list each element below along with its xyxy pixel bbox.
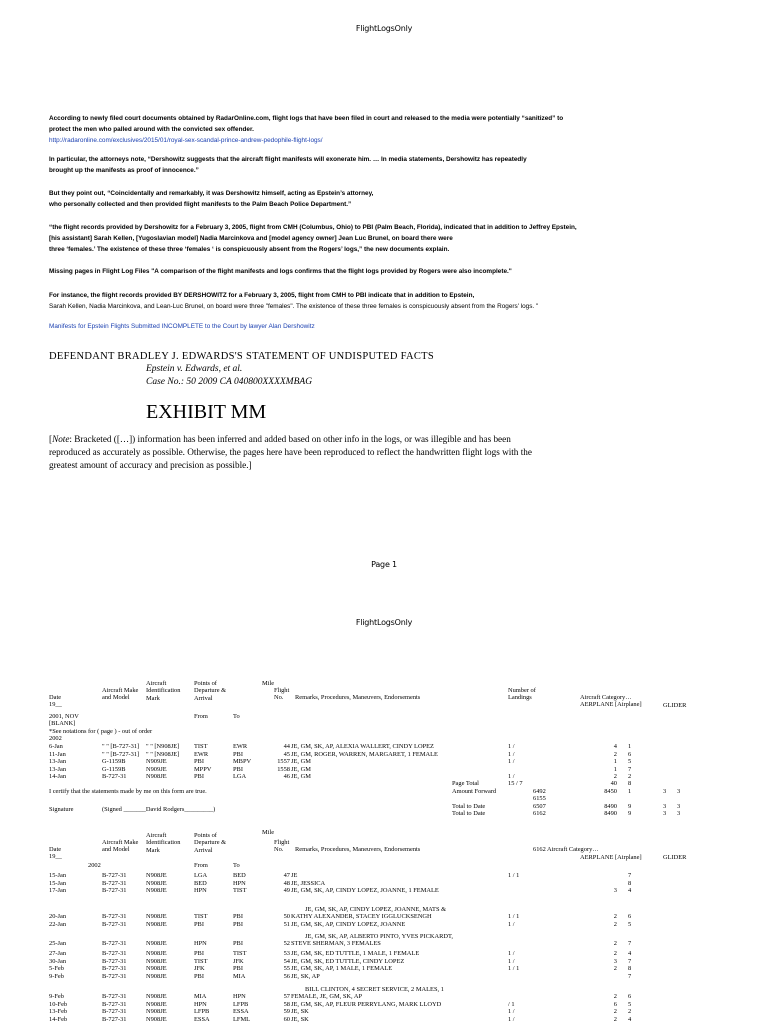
row-make: G-1159B — [102, 765, 126, 773]
row-flight-no: 56 — [283, 972, 290, 980]
intro-paragraph-5: Missing pages in Flight Log Files "A comparison of the flight manifests and logs confirms that the flight logs provided by Rogers were also incomplete." — [49, 268, 512, 275]
statement-title: DEFENDANT BRADLEY J. EDWARDS'S STATEMENT OF UNDISPUTED FACTS — [49, 351, 435, 362]
row-from: PBI — [194, 972, 204, 980]
row-make: B-727-31 — [102, 872, 127, 879]
row-ident: N908JE — [146, 950, 167, 957]
row-make: B-727-31 — [102, 887, 127, 894]
row-date: 15-Jan — [49, 872, 67, 879]
row-flight-no: 58 — [283, 1000, 290, 1008]
row-flight-no: 50 — [283, 913, 290, 920]
row-date: 30-Jan — [49, 957, 67, 965]
row-from: LGA — [194, 872, 208, 879]
totals-value-d: 3 — [663, 787, 667, 795]
manifests-link[interactable]: Manifests for Epstein Flights Submitted INCOMPLETE to the Court by lawyer Alan Dershowitz — [49, 323, 315, 330]
row-airplane-sub: 8 — [628, 965, 632, 972]
row-make: B-727-31 — [102, 950, 127, 957]
row-date: 25-Jan — [49, 940, 67, 947]
row-from: TIST — [194, 913, 208, 920]
row-date: 9-Feb — [49, 972, 64, 980]
col-category-sub-2: AERPLANE [Airplane] — [580, 854, 642, 861]
row-airplane-sub: 7 — [628, 765, 632, 773]
row-from: HPN — [194, 1000, 207, 1008]
row-ident: N908JE — [146, 1008, 167, 1015]
row-to: TIST — [233, 950, 247, 957]
row-airplane-sub: 7 — [628, 957, 632, 965]
row-flight-no: 49 — [283, 887, 290, 894]
col-remarks-header-2: Remarks, Procedures, Maneuvers, Endorsements — [295, 846, 421, 853]
row-landings: 1 / 1 — [508, 965, 520, 972]
row-ident: N908JE — [146, 887, 167, 894]
row-date: 13-Feb — [49, 1008, 68, 1015]
row-make: B-727-31 — [102, 921, 127, 928]
row-to: EWR — [233, 743, 248, 750]
row-airplane-sub: 7 — [628, 872, 632, 879]
row-make: B-727-31 — [102, 972, 127, 980]
row-airplane-sub: 5 — [628, 1000, 632, 1008]
row-ident: N909JE — [146, 765, 167, 773]
col-from-header-2: From — [194, 862, 208, 869]
row-make: B-727-31 — [102, 940, 127, 947]
col-make-header-2: Aircraft Make and Model — [102, 839, 139, 854]
row-landings: 1 / — [508, 950, 515, 957]
year-2002: 2002 — [88, 862, 101, 869]
certify-statement: I certify that the statements made by me on this form are true. — [49, 788, 207, 795]
row-date: 13-Jan — [49, 765, 67, 773]
row-flight-no: 55 — [283, 965, 290, 972]
row-make: G-1159B — [102, 758, 126, 766]
row-date: 17-Jan — [49, 887, 67, 894]
row-remarks: JE, JESSICA — [291, 879, 326, 887]
row-make: " " [B-727-31] — [102, 750, 140, 758]
row-remarks: JE, GM, SK, AP, 1 MALE, 1 FEMALE — [291, 965, 393, 972]
row-airplane-count: 6 — [613, 1000, 617, 1008]
row-ident: N908JE — [146, 972, 167, 980]
intro-paragraph-6: For instance, the flight records provided BY DERSHOWITZ for a February 3, 2005, flight from CMH to PBI indicate that in addition to Epstein, Sarah Kellen, Nadia Marcinkova, and Lean-Luc Brunel, on board were three "females". The existence of these three females is conspicuously absent from the Rogers' logs. " — [49, 292, 539, 310]
row-to: HPN — [233, 993, 246, 1000]
totals-landings: 15 / 7 — [508, 780, 523, 787]
row-landings: 1 / — [508, 1008, 515, 1015]
row-make: B-727-31 — [102, 993, 127, 1000]
row-to: PBI — [233, 765, 243, 773]
row-airplane-sub: 2 — [628, 773, 632, 781]
row-ident: N908JE — [146, 921, 167, 928]
row-make: B-727-31 — [102, 1015, 127, 1023]
row-from: PBI — [194, 950, 204, 957]
row-remarks: JE, GM, SK, AP, FLEUR PERRYLANG, MARK LLOYD — [291, 1000, 442, 1008]
col-glider-header: GLIDER — [663, 702, 687, 709]
row-landings: 1 / — [508, 773, 515, 781]
row-from: MPPV — [194, 765, 212, 773]
row-make: B-727-31 — [102, 1008, 127, 1015]
editor-note: [Note: Bracketed ([…]) information has been inferred and added based on other info in the logs, or was illegible and has been reproduced as accurately as possible. Otherwise, the pages here have been reproduced to reflect the handwritten flight logs with the greatest amount of accuracy and precision as possible.] — [49, 434, 532, 470]
row-airplane-sub: 7 — [628, 972, 632, 980]
row-landings: 1 / 1 — [508, 913, 520, 920]
row-airplane-count: 1 — [613, 765, 617, 773]
row-flight-no: 53 — [283, 950, 290, 957]
row-to: MIA — [233, 972, 246, 980]
row-ident: N909JE — [146, 758, 167, 766]
row-remarks: JE, SK, AP — [291, 972, 320, 980]
row-make: B-727-31 — [102, 965, 127, 972]
row-ident: " " [N908JE] — [146, 750, 180, 758]
row-landings: 1 / — [508, 957, 515, 965]
row-date: 13-Jan — [49, 758, 67, 766]
totals-label: Total to Date — [452, 802, 486, 810]
row-from: TIST — [194, 957, 208, 965]
row-date: 14-Feb — [49, 1015, 68, 1023]
row-airplane-count: 3 — [613, 957, 617, 965]
row-to: PBI — [233, 921, 243, 928]
row-remarks: JE, GM, SK, AP, CINDY LOPEZ, JOANNE — [291, 921, 406, 928]
totals-value-b: 40 — [610, 780, 617, 787]
row-airplane-sub: 4 — [628, 1015, 632, 1023]
row-airplane-sub: 5 — [628, 921, 632, 928]
row-date: 27-Jan — [49, 950, 67, 957]
row-to: PBI — [233, 750, 243, 758]
row-airplane-count: 2 — [613, 1008, 617, 1015]
signature-value: (Signed _______David Rodgers_________) — [102, 806, 216, 813]
row-remarks: JE, GM, SK, ED TUTTLE, CINDY LOPEZ — [291, 957, 405, 965]
row-airplane-count: 2 — [613, 773, 617, 781]
row-airplane-count: 3 — [613, 887, 617, 894]
col-remarks-header: Remarks, Procedures, Maneuvers, Endorsements — [295, 694, 421, 701]
row-landings: 1 / — [508, 758, 515, 766]
row-airplane-count: 2 — [613, 940, 617, 947]
col-ident-header: Aircraft Identification Mark — [146, 680, 181, 702]
row-from: HPN — [194, 940, 207, 947]
row-ident: N908JE — [146, 940, 167, 947]
row-to: MBPV — [233, 758, 252, 766]
col-ident-header-2: Aircraft Identification Mark — [146, 832, 181, 854]
totals-value-a: 6162 — [533, 810, 546, 818]
totals-value-a: 6155 — [533, 795, 546, 803]
row-remarks: FEMALE, JE, GM, SK, AP — [291, 993, 363, 1000]
col-make-header: Aircraft Make and Model — [102, 687, 139, 702]
page-header: FlightLogsOnly — [355, 24, 413, 33]
totals-value-d: 3 — [663, 802, 667, 810]
row-airplane-sub: 5 — [628, 758, 632, 766]
col-category-header-2: 6162 Aircraft Category… — [533, 846, 599, 853]
row-from: MIA — [194, 993, 207, 1000]
row-airplane-sub: 6 — [628, 913, 632, 920]
totals-label: Page Total — [452, 780, 479, 787]
row-from: LFPB — [194, 1008, 210, 1015]
row-airplane-count: 2 — [613, 950, 617, 957]
row-date: 5-Feb — [49, 965, 64, 972]
row-from: ESSA — [194, 1015, 210, 1023]
row-to: ESSA — [233, 1008, 249, 1015]
exhibit-title: EXHIBIT MM — [146, 401, 267, 423]
row-date: 22-Jan — [49, 921, 67, 928]
row-remarks: JE, GM, SK, AP, ALEXIA WALLERT, CINDY LOPEZ — [291, 743, 434, 750]
totals-value-c: 9 — [628, 810, 632, 818]
row-to: PBI — [233, 940, 243, 947]
row-landings: 1 / 1 — [508, 872, 520, 879]
row-to: TIST — [233, 887, 247, 894]
row-to: LGA — [233, 773, 247, 781]
col-date-header: Date 19__ — [49, 694, 62, 709]
row-from: EWR — [194, 750, 209, 758]
radaronline-link[interactable]: http://radaronline.com/exclusives/2015/01/royal-sex-scandal-prince-andrew-pedophile-flight-logs/ — [49, 137, 323, 144]
row-ident: " " [N908JE] — [146, 743, 180, 750]
row-airplane-count: 2 — [613, 965, 617, 972]
row-flight-no: 45 — [283, 750, 290, 758]
row-from: TIST — [194, 743, 208, 750]
row-remarks: JE, GM, SK, ED TUTTLE, 1 MALE, 1 FEMALE — [291, 950, 420, 957]
row-to: BED — [233, 872, 246, 879]
row-remarks-line-1: BILL CLINTON, 4 SECRET SERVICE, 2 MALES, 1 — [305, 985, 444, 993]
row-airplane-sub: 4 — [628, 887, 632, 894]
row-ident: N908JE — [146, 965, 167, 972]
row-date: 20-Jan — [49, 913, 67, 920]
row-flight-no: 46 — [283, 773, 290, 781]
row-remarks: JE, GM, SK, AP, CINDY LOPEZ, JOANNE, 1 FEMALE — [291, 887, 439, 894]
col-to-header-2: To — [233, 862, 240, 869]
row-from: BED — [194, 879, 207, 887]
col-mile-header-2: Mile — [262, 829, 275, 836]
intro-paragraph-1: According to newly filed court documents obtained by RadarOnline.com, flight logs that have been filed in court and released to the media were potentially “sanitized” to protect the men who palled around with the convicted sex offender. http://radaronline.com/exclusives/2015/01/royal-sex-scandal-prince-andrew-pedophile-flight-logs/ — [49, 115, 564, 144]
row-date: 9-Feb — [49, 993, 64, 1000]
row-airplane-count: 4 — [613, 743, 617, 750]
row-to: LFPB — [233, 1000, 249, 1008]
row-landings: 1 / — [508, 921, 515, 928]
row-flight-no: 52 — [283, 940, 290, 947]
row-date: 14-Jan — [49, 773, 67, 781]
row-ident: N908JE — [146, 993, 167, 1000]
row-airplane-count: 2 — [613, 913, 617, 920]
col-mile-header: Mile — [262, 680, 275, 687]
totals-value-a: 6507 — [533, 802, 546, 810]
row-airplane-count: 2 — [613, 750, 617, 758]
row-make: B-727-31 — [102, 773, 127, 781]
row-remarks: KATHY ALEXANDER, STACEY IGGLUCKSENGH — [291, 913, 432, 920]
row-make: B-727-31 — [102, 957, 127, 965]
row-airplane-sub: 6 — [628, 993, 632, 1000]
totals-value-b: 8450 — [604, 787, 617, 795]
row-remarks: JE, GM — [291, 758, 311, 766]
row-airplane-count: 2 — [613, 921, 617, 928]
row-flight-no: 48 — [283, 879, 290, 887]
row-remarks: JE, SK — [291, 1015, 309, 1023]
row-from: PBI — [194, 921, 204, 928]
row-from: HPN — [194, 887, 207, 894]
row-date: 6-Jan — [49, 743, 63, 750]
row-from: PBI — [194, 773, 204, 781]
totals-value-a: 6492 — [533, 787, 546, 795]
row-flight-no: 57 — [283, 993, 290, 1000]
row-remarks: JE, GM — [291, 773, 311, 781]
intro-paragraph-4: “the flight records provided by Dershowitz for a February 3, 2005, flight from CMH (Columbus, Ohio) to PBI (Palm Beach, Florida), indicated that in addition to Jeffrey Epstein, [his assistant] Sarah Kellen, [Yugoslavian model] Nadia Marcinkova and [model agency owner] Jean Luc Brunel, on board there were three ‘females.’ The existence of these three ‘females ‘ is conspicuously absent from the Rogers’ logs,” the new documents explain. — [49, 224, 577, 253]
row-airplane-count: 2 — [613, 993, 617, 1000]
totals-value-c: 1 — [628, 787, 632, 795]
col-category-header: Aircraft Category… AERPLANE [Airplane] — [580, 694, 642, 709]
row-from: JFK — [194, 965, 205, 972]
case-number: Case No.: 50 2009 CA 040800XXXXMBAG — [146, 377, 313, 387]
row-flight-no: 59 — [283, 1008, 290, 1015]
row-to: PBI — [233, 913, 243, 920]
row-airplane-count: 2 — [613, 1015, 617, 1023]
row-remarks: JE — [291, 872, 298, 879]
row-airplane-sub: 8 — [628, 879, 632, 887]
row-flight-no: 44 — [283, 743, 290, 750]
row-to: PBI — [233, 965, 243, 972]
row-remarks: JE, GM — [291, 765, 311, 773]
row-make: B-727-31 — [102, 913, 127, 920]
row-date: 11-Jan — [49, 750, 66, 758]
row-airplane-sub: 2 — [628, 1008, 632, 1015]
col-flight-header: Flight No. — [274, 687, 290, 702]
case-caption: Epstein v. Edwards, et al. — [146, 364, 243, 374]
row-landings: 1 / — [508, 750, 515, 758]
row-date: 15-Jan — [49, 879, 67, 887]
col-glider-header-2: GLIDER — [663, 854, 687, 861]
row-from: PBI — [194, 758, 204, 766]
col-landings-header: Number of Landings — [508, 687, 536, 702]
row-flight-no: 47 — [283, 872, 290, 879]
row-make: B-727-31 — [102, 879, 127, 887]
row-airplane-sub: 6 — [628, 750, 632, 758]
row-make: " " [B-727-31] — [102, 743, 140, 750]
totals-value-e: 3 — [677, 810, 681, 818]
row-flight-no: 1557 — [277, 758, 290, 766]
row-airplane-sub: 1 — [628, 743, 632, 750]
row-ident: N908JE — [146, 773, 167, 781]
col-points-header: Points of Departure & Arrival — [194, 680, 227, 702]
row-to: JFK — [233, 957, 244, 965]
page-header-2: FlightLogsOnly — [355, 618, 413, 627]
totals-value-c: 9 — [628, 802, 632, 810]
row-to: LFML — [233, 1015, 251, 1023]
totals-value-d: 3 — [663, 810, 667, 818]
row-remarks: STEVE SHERMAN, 3 FEMALES — [291, 940, 381, 947]
row-airplane-sub: 4 — [628, 950, 632, 957]
row-ident: N908JE — [146, 872, 167, 879]
row-flight-no: 1558 — [277, 765, 290, 773]
row-ident: N908JE — [146, 1015, 167, 1023]
totals-value-c: 8 — [628, 780, 632, 787]
row-flight-no: 54 — [283, 957, 290, 965]
row-remarks-line-1: JE, GM, SK, AP, CINDY LOPEZ, JOANNE, MATS & — [305, 905, 447, 913]
row-flight-no: 51 — [283, 921, 290, 928]
row-landings: 1 / — [508, 743, 515, 750]
col-to-header: To — [233, 713, 240, 720]
row-airplane-sub: 7 — [628, 940, 632, 947]
totals-label: Amount Forward — [452, 787, 497, 795]
row-date: 10-Feb — [49, 1000, 68, 1008]
row-ident: N908JE — [146, 1000, 167, 1008]
totals-value-e: 3 — [677, 802, 681, 810]
col-date-header-2: Date 19__ — [49, 846, 62, 861]
row-make: B-727-31 — [102, 1000, 127, 1008]
totals-value-b: 8490 — [604, 810, 617, 818]
totals-value-b: 8490 — [604, 802, 617, 810]
signature-label: Signature — [49, 806, 74, 813]
totals-label: Total to Date — [452, 810, 486, 818]
page-number: Page 1 — [371, 560, 397, 569]
row-landings: / 1 — [508, 1000, 515, 1008]
intro-paragraph-2: In particular, the attorneys note, “Dershowitz suggests that the aircraft flight manifests will exonerate him. … In media statements, Dershowitz has repeatedly brought up the manifests as proof of innocence.” — [49, 156, 527, 174]
row-flight-no: 60 — [283, 1015, 290, 1023]
row-remarks-line-1: JE, GM, SK, AP, ALBERTO PINTO, YVES PICKARDT, — [305, 932, 453, 940]
row-ident: N908JE — [146, 957, 167, 965]
col-points-header-2: Points of Departure & Arrival — [194, 832, 227, 854]
intro-paragraph-3: But they point out, “Coincidentally and remarkably, it was Dershowitz himself, acting as Epstein’s attorney, who personally collected and then provided flight manifests to the Palm Beach Police Department.” — [49, 190, 374, 208]
row-remarks: JE, SK — [291, 1008, 309, 1015]
row-remarks: JE, GM, ROGER, WARREN, MARGARET, 1 FEMALE — [291, 750, 438, 758]
col-flight-header-2: Flight No. — [274, 839, 290, 854]
row-ident: N908JE — [146, 879, 167, 887]
pre-rows: 2001, NOV [BLANK] *See notations for ( page ) - out of order 2002 — [49, 713, 153, 743]
row-landings: 1 / — [508, 1015, 515, 1023]
totals-value-e: 3 — [677, 787, 681, 795]
row-ident: N908JE — [146, 913, 167, 920]
row-airplane-count: 1 — [613, 758, 617, 766]
col-from-header: From — [194, 713, 208, 720]
row-to: HPN — [233, 879, 246, 887]
